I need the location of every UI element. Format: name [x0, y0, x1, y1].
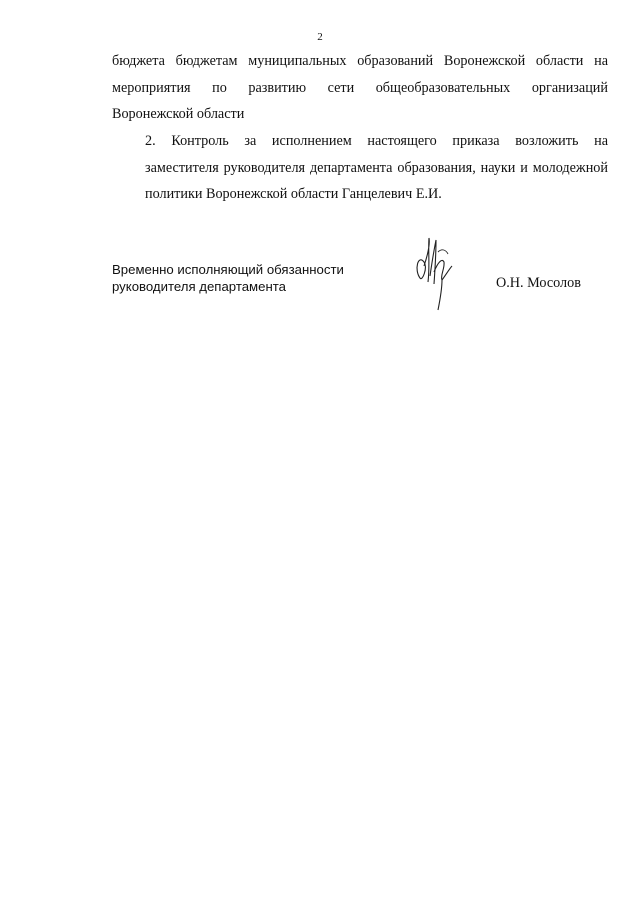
page-number: 2 [317, 31, 323, 43]
paragraph-line: политики Воронежской области Ганцелевич Е.И. [145, 186, 442, 202]
paragraph-line: заместителя руководителя департамента образования, науки и молодежной [145, 159, 608, 176]
signatory-title [112, 261, 344, 295]
paragraph-line: бюджета бюджетам муниципальных образований Воронежской области на [112, 53, 608, 69]
paragraph-continued [112, 48, 608, 128]
paragraph-line: мероприятия по развитию сети общеобразовательных организаций [112, 79, 608, 96]
signatory-title-line: Временно исполняющий обязанности [112, 262, 344, 277]
paragraph-line: 2. Контроль за исполнением настоящего приказа возложить на [145, 133, 608, 149]
paragraph-item-2 [112, 128, 608, 208]
handwritten-signature [412, 232, 462, 312]
paragraph-line: Воронежской области [112, 106, 245, 122]
signatory-name: О.Н. Мосолов [496, 275, 581, 291]
signatory-title-line: руководителя департамента [112, 279, 286, 294]
